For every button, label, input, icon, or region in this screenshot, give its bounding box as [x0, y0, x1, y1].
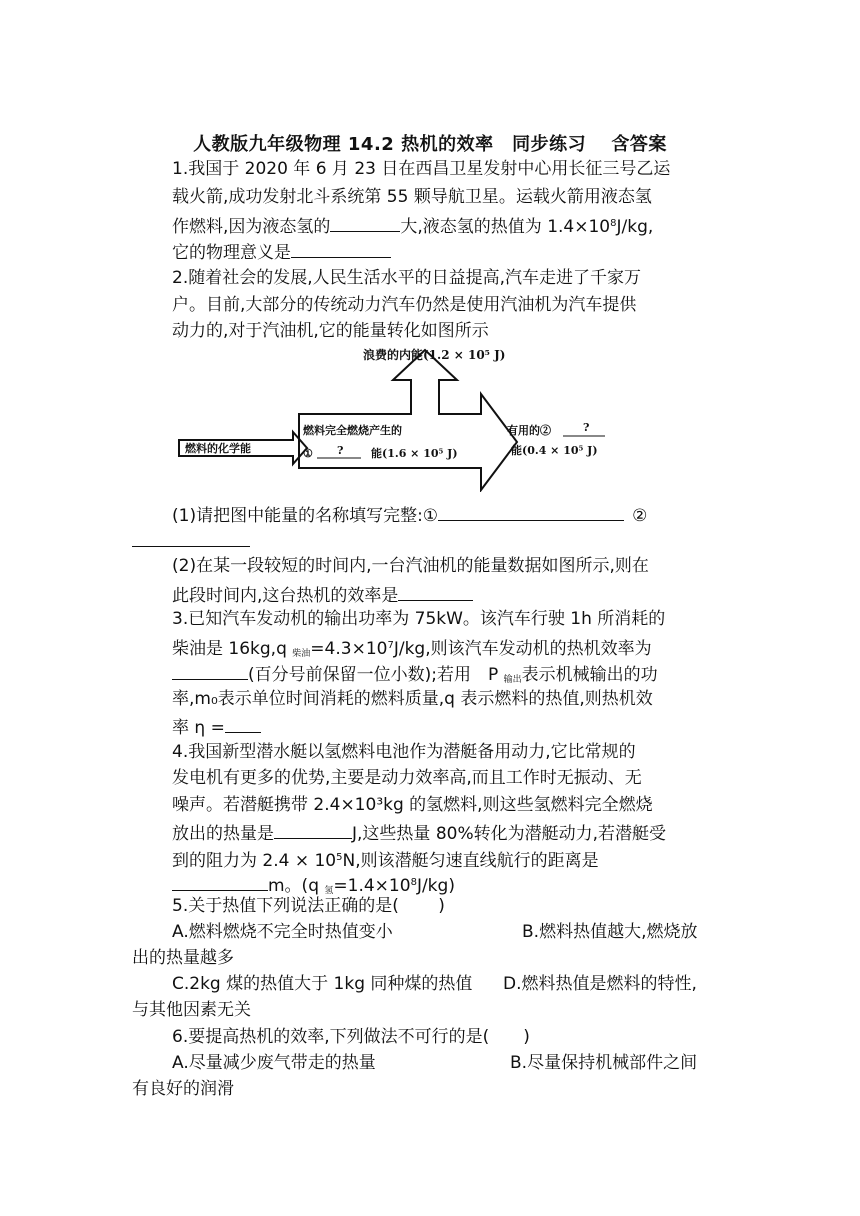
diagram-question-mark-1: ?	[337, 444, 344, 457]
q4-line2: 发电机有更多的优势,主要是动力效率高,而且工作时无振动、无	[172, 768, 642, 788]
useful-energy-value: 能(0.4 × 10⁵ J)	[511, 444, 598, 457]
q3-exponent: 7	[387, 640, 394, 651]
q1-text: 它的物理意义是	[172, 243, 291, 263]
q1-text: 大,液态氢的热值为 1.4×10	[400, 217, 611, 237]
q5-option-a: A.燃料燃烧不完全时热值变小	[172, 922, 393, 942]
q4-text: 到的阻力为 2.4 × 10	[172, 851, 337, 871]
q2-answer-blank-1[interactable]	[438, 500, 624, 521]
q6-option-b-continued: 有良好的润滑	[132, 1079, 234, 1099]
burn-energy-label: 燃料完全燃烧产生的	[303, 424, 402, 437]
q5-option-d: D.燃料热值是燃料的特性,	[503, 974, 697, 994]
q4-exponent: 5	[336, 852, 343, 863]
q1-exponent: 8	[610, 218, 617, 229]
q4-exponent: 8	[410, 877, 417, 888]
q2-text: ②	[632, 506, 648, 526]
burn-energy-value: 能(1.6 × 10⁵ J)	[371, 447, 458, 460]
q6-option-b: B.尽量保持机械部件之间	[510, 1053, 698, 1073]
q3-subscript: 输出	[503, 675, 522, 685]
chemical-energy-label: 燃料的化学能	[185, 442, 251, 455]
main-energy-arrow	[299, 350, 517, 490]
q2-line1: 2.随着社会的发展,人民生活水平的日益提高,汽车走进了千家万	[172, 268, 642, 288]
q4-line3: 噪声。若潜艇携带 2.4×10³kg 的氢燃料,则这些氢燃料完全燃烧	[172, 795, 653, 815]
blank-1-marker: ①	[303, 447, 313, 460]
q3-subscript: 柴油	[292, 649, 311, 659]
q3-answer-blank-2[interactable]	[225, 712, 261, 733]
q1-answer-blank-2[interactable]	[291, 237, 391, 258]
q3-text: 率 η =	[172, 718, 225, 738]
q1-text: J/kg,	[616, 217, 654, 237]
q5-stem: 5.关于热值下列说法正确的是( )	[172, 896, 445, 916]
q3-text: J/kg,则该汽车发动机的热机效率为	[393, 639, 652, 659]
q5-option-d-continued: 与其他因素无关	[132, 1000, 251, 1020]
q3-text: =4.3×10	[310, 639, 388, 659]
q4-subscript: 氢	[324, 886, 334, 896]
q3-line5	[172, 712, 261, 741]
q6-stem: 6.要提高热机的效率,下列做法不可行的是( )	[172, 1027, 530, 1047]
useful-energy-label: 有用的②	[507, 424, 551, 437]
energy-flow-diagram	[175, 342, 635, 492]
q1-line1: 1.我国于 2020 年 6 月 23 日在西昌卫星发射中心用长征三号乙运	[172, 159, 671, 179]
diagram-question-mark-2: ?	[583, 421, 590, 434]
q1-answer-blank-1[interactable]	[330, 211, 400, 232]
q5-option-b-continued: 出的热量越多	[132, 948, 234, 968]
q2-part2-line1: (2)在某一段较短的时间内,一台汽油机的能量数据如图所示,则在	[172, 556, 649, 576]
q4-answer-blank-1[interactable]	[274, 818, 352, 839]
q4-text: 放出的热量是	[172, 824, 274, 844]
q3-text: (百分号前保留一位小数);若用 P	[248, 665, 504, 685]
q2-part1-continuation	[132, 526, 250, 555]
q3-text: 表示机械输出的功	[521, 665, 658, 685]
q2-line3: 动力的,对于汽油机,它的能量转化如图所示	[172, 321, 489, 341]
q2-part2-line2	[172, 580, 473, 609]
q1-line4	[172, 237, 391, 266]
q3-answer-blank-1[interactable]	[172, 659, 248, 680]
q2-line2: 户。目前,大部分的传统动力汽车仍然是使用汽油机为汽车提供	[172, 295, 637, 315]
q1-line3	[172, 211, 653, 240]
q4-text: N,则该潜艇匀速直线航行的距离是	[342, 851, 599, 871]
q5-option-b: B.燃料热值越大,燃烧放	[522, 922, 698, 942]
q2-answer-blank-3[interactable]	[398, 580, 473, 601]
q4-answer-blank-2[interactable]	[172, 870, 268, 891]
q4-line4	[172, 818, 666, 847]
q2-text: (1)请把图中能量的名称填写完整:①	[172, 506, 439, 526]
q4-text: J/kg)	[416, 876, 455, 896]
q6-option-a: A.尽量减少废气带走的热量	[172, 1053, 376, 1073]
q3-line1: 3.已知汽车发动机的输出功率为 75kW。该汽车行驶 1h 所消耗的	[172, 609, 666, 629]
q4-text: =1.4×10	[333, 876, 411, 896]
page-title: 人教版九年级物理 14.2 热机的效率 同步练习 含答案	[193, 134, 667, 155]
q1-line2: 载火箭,成功发射北斗系统第 55 颗导航卫星。运载火箭用液态氢	[172, 187, 652, 207]
waste-energy-label: 浪费的内能(1.2 × 10⁵ J)	[363, 348, 506, 362]
q3-text: 柴油是 16kg,q	[172, 639, 293, 659]
q4-text: J,这些热量 80%转化为潜艇动力,若潜艇受	[352, 824, 667, 844]
q3-line4: 率,m₀表示单位时间消耗的燃料质量,q 表示燃料的热值,则热机效	[172, 689, 653, 709]
q2-text: 此段时间内,这台热机的效率是	[172, 586, 399, 606]
q5-option-c: C.2kg 煤的热值大于 1kg 同种煤的热值	[172, 974, 473, 994]
q2-part1	[172, 500, 647, 529]
q4-line1: 4.我国新型潜水艇以氢燃料电池作为潜艇备用动力,它比常规的	[172, 742, 636, 762]
q1-text: 作燃料,因为液态氢的	[172, 217, 331, 237]
q4-text: m。(q	[268, 876, 325, 896]
q2-answer-blank-2[interactable]	[132, 526, 250, 547]
